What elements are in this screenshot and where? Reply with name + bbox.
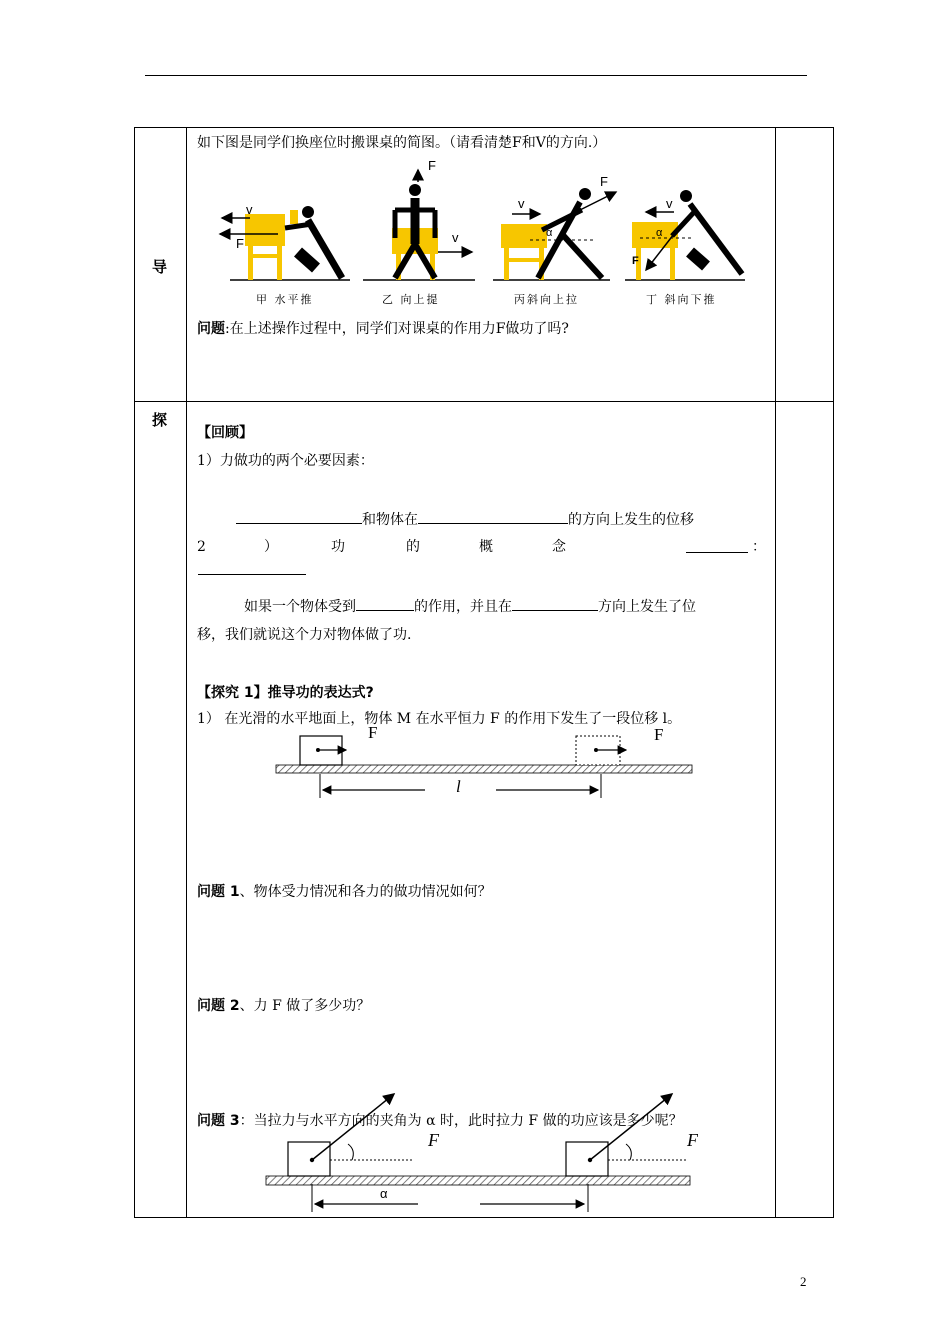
label-F: F bbox=[428, 1130, 439, 1150]
question-text: :在上述操作过程中，同学们对课桌的作用力F做功了吗? bbox=[225, 321, 569, 337]
explore1-heading: 【探究 1】推导功的表达式? bbox=[197, 685, 374, 701]
review-item2-char: 2 bbox=[197, 539, 206, 555]
q2-text: 、力 F 做了多少功？ bbox=[239, 998, 371, 1014]
row-label-tan: 探 bbox=[152, 411, 168, 429]
person-head bbox=[579, 188, 591, 200]
table-column-divider-left bbox=[186, 127, 187, 1218]
caption-jia: 甲 水平推 bbox=[256, 293, 314, 306]
review-and: 和物体在 bbox=[362, 512, 418, 528]
q1-text: 、物体受力情况和各力的做功情况如何？ bbox=[239, 884, 492, 900]
figure-yi bbox=[392, 158, 472, 280]
table-row-divider bbox=[134, 401, 834, 402]
label-F: F bbox=[687, 1130, 698, 1150]
caption-yi: 乙 向上提 bbox=[382, 293, 440, 306]
review-item2-char: 功 bbox=[331, 539, 345, 555]
review-factors-line bbox=[236, 509, 694, 529]
review-tail: 的方向上发生的位移 bbox=[568, 512, 694, 528]
para-c: 方向上发生了位 bbox=[598, 599, 696, 615]
review-colon: ： bbox=[752, 539, 766, 555]
label-v: v bbox=[246, 202, 253, 217]
person-head bbox=[680, 190, 692, 202]
blank-concept[interactable] bbox=[686, 538, 748, 553]
review-item2-char: ） bbox=[264, 539, 278, 555]
person-head bbox=[302, 206, 314, 218]
blank-force[interactable] bbox=[356, 596, 414, 611]
label-F: F bbox=[600, 174, 608, 189]
question-label: 问题 bbox=[197, 321, 225, 337]
person-head bbox=[409, 184, 421, 196]
blank-concept-cont[interactable] bbox=[198, 560, 306, 575]
intro-question bbox=[197, 320, 569, 338]
label-F: F bbox=[368, 724, 378, 742]
label-F: F bbox=[654, 725, 664, 744]
desk-top bbox=[501, 224, 547, 248]
question2 bbox=[197, 997, 370, 1015]
review-paragraph-line1 bbox=[244, 596, 696, 616]
block-end bbox=[566, 1142, 608, 1176]
review-item1: 1）力做功的两个必要因素： bbox=[197, 453, 374, 469]
block-start bbox=[288, 1142, 330, 1176]
review-item2-char: 概 bbox=[479, 539, 493, 555]
q3-label: 问题 3 bbox=[197, 1113, 240, 1129]
question1 bbox=[197, 883, 492, 901]
review-item2-char: 的 bbox=[406, 539, 420, 555]
q2-label: 问题 2 bbox=[197, 998, 240, 1014]
para-a: 如果一个物体受到 bbox=[244, 599, 356, 615]
desk-top bbox=[245, 214, 285, 246]
ground-surface bbox=[276, 765, 692, 773]
blank-factor2[interactable] bbox=[418, 509, 568, 524]
label-F: F bbox=[428, 158, 436, 173]
blank-direction[interactable] bbox=[512, 596, 598, 611]
label-F: F bbox=[236, 236, 244, 251]
q3-text: ：当拉力与水平方向的夹角为 α 时，此时拉力 F 做的功应该是多少呢？ bbox=[239, 1113, 683, 1129]
explore1-item1: 1） 在光滑的水平地面上，物体 M 在水平恒力 F 的作用下发生了一段位移 l。 bbox=[197, 711, 682, 727]
label-v: v bbox=[452, 230, 459, 245]
label-v: v bbox=[518, 196, 525, 211]
header-rule bbox=[145, 75, 807, 76]
label-v: v bbox=[666, 196, 673, 211]
label-F: F bbox=[632, 255, 639, 267]
question3 bbox=[197, 1112, 683, 1130]
q1-label: 问题 1 bbox=[197, 884, 240, 900]
review-heading: 【回顾】 bbox=[197, 425, 253, 441]
label-alpha: α bbox=[380, 1186, 388, 1201]
para-b: 的作用，并且在 bbox=[414, 599, 512, 615]
angled-force-diagram bbox=[262, 1084, 698, 1214]
figure-bing bbox=[501, 174, 616, 280]
ground-surface bbox=[266, 1176, 690, 1185]
blank-factor1[interactable] bbox=[236, 509, 362, 524]
caption-ding: 丁 斜向下推 bbox=[646, 293, 717, 306]
figure-ding bbox=[632, 190, 742, 280]
intro-line: 如下图是同学们换座位时搬课桌的简图。（请看清楚F和V的方向.） bbox=[197, 135, 607, 151]
desk-figures bbox=[190, 152, 770, 292]
horizontal-force-diagram bbox=[270, 724, 700, 804]
label-alpha: α bbox=[656, 227, 663, 239]
review-paragraph-line2: 移，我们就说这个力对物体做了功. bbox=[197, 627, 412, 643]
review-item2-char: 念 bbox=[552, 539, 566, 555]
row-label-dao: 导 bbox=[152, 258, 168, 276]
label-alpha: α bbox=[546, 227, 553, 239]
label-l: l bbox=[456, 777, 461, 796]
caption-bing: 丙斜向上拉 bbox=[514, 293, 579, 306]
page-number: 2 bbox=[800, 1274, 807, 1289]
table-column-divider-right bbox=[775, 127, 776, 1218]
figure-jia bbox=[220, 202, 342, 280]
